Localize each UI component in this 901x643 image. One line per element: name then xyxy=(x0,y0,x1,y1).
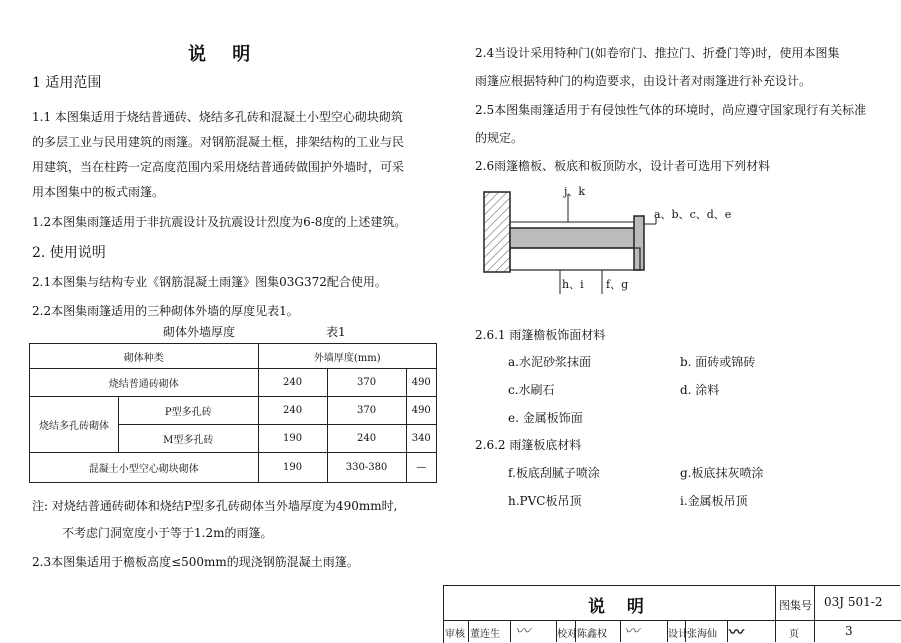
table-cell: — xyxy=(406,453,436,483)
material-c: c.水刷石 xyxy=(508,383,555,397)
para-2-5-line-1: 2.5本图集雨篷适用于有侵蚀性气体的环境时，尚应遵守国家现行有关标准 xyxy=(475,103,867,117)
page-title: 说 明 xyxy=(188,44,261,65)
para-1-1-line-4: 用本图集中的板式雨篷。 xyxy=(32,185,165,199)
check-label: 校对 xyxy=(557,629,577,640)
para-2-6: 2.6雨篷檐板、板底和板顶防水，设计者可选用下列材料 xyxy=(475,159,771,173)
page-number: 3 xyxy=(845,624,853,638)
material-i: i.金属板吊顶 xyxy=(680,494,748,508)
table-cell: 490 xyxy=(406,397,436,425)
para-2-1: 2.1本图集与结构专业《钢筋混凝土雨篷》图集03G372配合使用。 xyxy=(32,275,387,289)
para-2-4-line-1: 2.4当设计采用特种门(如卷帘门、推拉门、折叠门等)时，使用本图集 xyxy=(475,46,840,60)
material-e: e. 金属板饰面 xyxy=(508,411,583,425)
table-row-label: M型多孔砖 xyxy=(119,425,259,453)
table-cell: 490 xyxy=(406,369,436,397)
slab-edge-upstand xyxy=(634,216,644,270)
material-b: b. 面砖或锦砖 xyxy=(680,355,756,369)
table-row-label: P型多孔砖 xyxy=(119,397,259,425)
checker-signature: 〰 xyxy=(624,622,640,640)
wall-section xyxy=(484,192,510,272)
wall-thickness-table xyxy=(29,343,437,483)
table-cell: 340 xyxy=(406,425,436,453)
designer-name: 张海仙 xyxy=(687,629,717,640)
section-2-6-1: 2.6.1 雨篷檐板饰面材料 xyxy=(475,328,606,342)
para-2-5-line-2: 的规定。 xyxy=(475,131,524,145)
section-1-heading: 1 适用范围 xyxy=(32,75,102,91)
note-line-1: 注: 对烧结普通砖砌体和烧结P型多孔砖砌体当外墙厚度为490mm时, xyxy=(32,499,398,513)
note-line-2: 不考虑门洞宽度小于等于1.2m的雨篷。 xyxy=(62,526,273,540)
diagram-label-top: j、k xyxy=(564,185,586,198)
slab-bottom-finish xyxy=(510,248,640,270)
diagram-label-right: a、b、c、d、e xyxy=(654,208,732,221)
design-label: 设计 xyxy=(668,629,688,640)
canopy-slab xyxy=(510,228,638,248)
para-1-2: 1.2本图集雨篷适用于非抗震设计及抗震设计烈度为6-8度的上述建筑。 xyxy=(32,215,407,229)
atlas-number: 03J 501-2 xyxy=(824,595,883,609)
material-h: h.PVC板吊顶 xyxy=(508,494,582,508)
section-2-heading: 2. 使用说明 xyxy=(32,245,106,261)
designer-signature: 〰 xyxy=(729,623,745,641)
reviewer-signature: 〰 xyxy=(515,622,531,640)
material-g: g.板底抹灰喷涂 xyxy=(680,466,764,480)
table-caption: 砌体外墙厚度 xyxy=(163,325,236,339)
title-block-title: 说 明 xyxy=(588,597,652,617)
diagram-label-bottom-left: h、i xyxy=(562,278,584,291)
para-1-1-line-3: 用建筑，当在柱跨一定高度范围内采用烧结普通砖做围护外墙时，可采 xyxy=(32,160,405,174)
table-number: 表1 xyxy=(326,325,346,339)
page-label: 页 xyxy=(789,629,799,640)
para-2-4-line-2: 雨篷应根据特种门的构造要求，由设计者对雨篷进行补充设计。 xyxy=(475,74,812,88)
table-cell: 370 xyxy=(327,397,406,425)
table-row-group-label: 烧结多孔砖砌体 xyxy=(30,397,119,453)
diagram-label-bottom-right: f、g xyxy=(606,278,629,291)
para-2-2: 2.2本图集雨篷适用的三种砌体外墙的厚度见表1。 xyxy=(32,304,299,318)
table-cell: 240 xyxy=(258,369,327,397)
table-row-label: 烧结普通砖砌体 xyxy=(30,369,259,397)
material-a: a.水泥砂浆抹面 xyxy=(508,355,591,369)
checker-name: 陈鑫权 xyxy=(577,629,607,640)
section-2-6-2: 2.6.2 雨篷板底材料 xyxy=(475,438,582,452)
reviewer-name: 董连生 xyxy=(470,629,500,640)
table-cell: 190 xyxy=(258,453,327,483)
review-label: 审核 xyxy=(445,629,465,640)
para-1-1-line-2: 的多层工业与民用建筑的雨篷。对钢筋混凝土框，排架结构的工业与民 xyxy=(32,135,405,149)
para-1-1-line-1: 1.1 本图集适用于烧结普通砖、烧结多孔砖和混凝土小型空心砌块砌筑 xyxy=(32,110,403,124)
table-cell: 240 xyxy=(258,397,327,425)
table-cell: 190 xyxy=(258,425,327,453)
atlas-number-label: 图集号 xyxy=(779,599,812,612)
material-f: f.板底刮腻子喷涂 xyxy=(508,466,600,480)
para-2-3: 2.3本图集适用于檐板高度≤500mm的现浇钢筋混凝土雨篷。 xyxy=(32,555,359,569)
table-cell: 330-380 xyxy=(327,453,406,483)
slab-top-layer xyxy=(510,222,634,228)
table-row-label: 混凝土小型空心砌块砌体 xyxy=(30,453,259,483)
table-cell: 240 xyxy=(327,425,406,453)
table-header-type: 砌体种类 xyxy=(30,344,259,369)
table-cell: 370 xyxy=(327,369,406,397)
material-d: d. 涂料 xyxy=(680,383,720,397)
table-header-thickness: 外墙厚度(mm) xyxy=(258,344,436,369)
